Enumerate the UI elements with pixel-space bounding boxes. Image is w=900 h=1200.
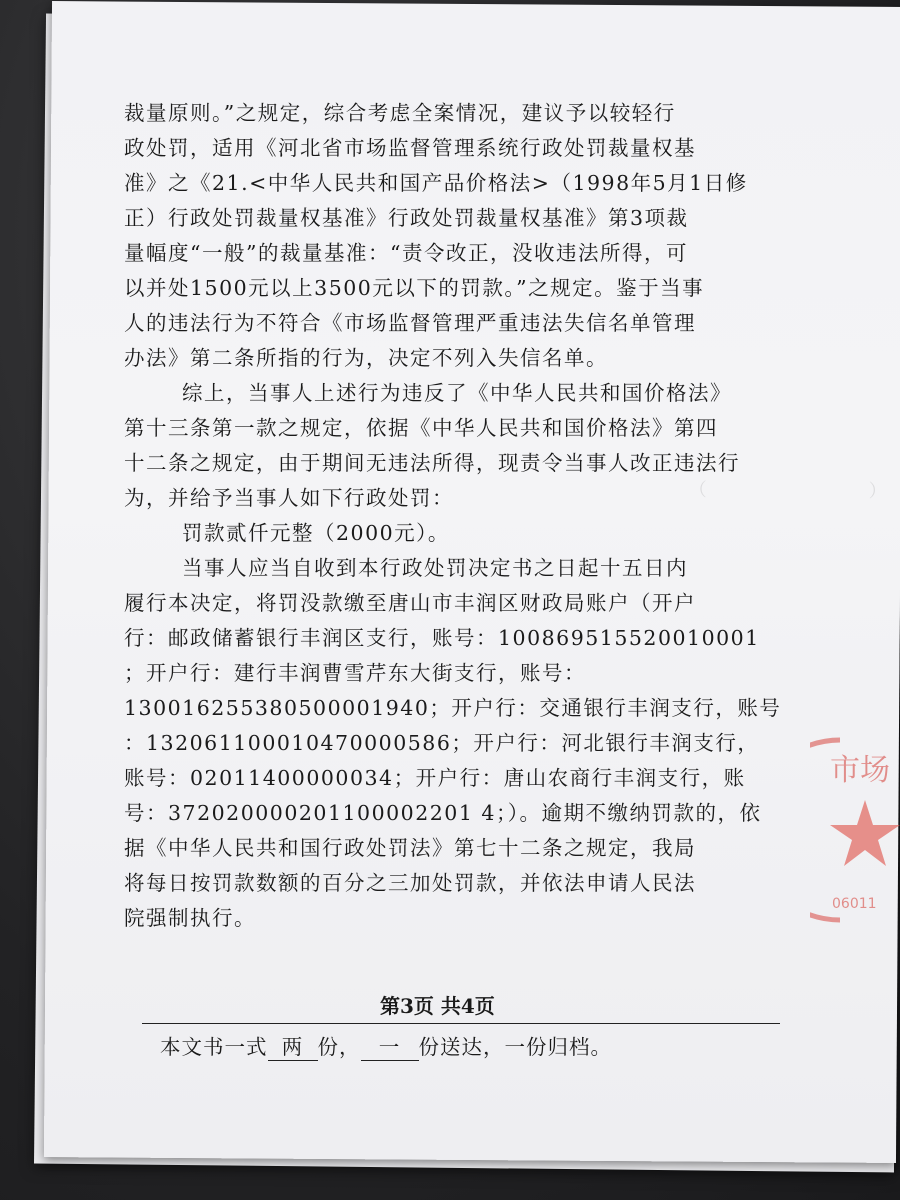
official-seal-fragment bbox=[810, 730, 900, 930]
seal-star-icon bbox=[830, 800, 900, 866]
body-line: 130016255380500001940；开户行：交通银行丰润支行，账号 bbox=[124, 696, 782, 720]
penalty-amount-line: 罚款贰仟元整（2000元）。 bbox=[182, 521, 450, 545]
body-line: 正）行政处罚裁量权基准》行政处罚裁量权基准》第3项裁 bbox=[124, 206, 689, 230]
bleed-through-text: （ ） bbox=[688, 479, 887, 502]
body-line: 为，并给予当事人如下行政处罚： bbox=[124, 486, 454, 510]
body-line: 行：邮政储蓄银行丰润区支行，账号：100869515520010001 bbox=[124, 626, 760, 650]
body-line: 以并处1500元以上3500元以下的罚款。”之规定。鉴于当事 bbox=[124, 276, 705, 300]
copies-prefix: 本文书一式 bbox=[160, 1035, 268, 1059]
footer-divider bbox=[142, 1023, 780, 1024]
copies-suffix: 份送达，一份归档。 bbox=[418, 1035, 612, 1059]
body-line: 账号：02011400000034；开户行：唐山农商行丰润支行，账 bbox=[124, 766, 746, 790]
body-line: 当事人应当自收到本行政处罚决定书之日起十五日内 bbox=[182, 556, 688, 580]
seal-text-bottom: 06011 bbox=[832, 896, 877, 912]
body-line: 履行本决定，将罚没款缴至唐山市丰润区财政局账户（开户 bbox=[124, 591, 696, 615]
body-line: ：132061100010470000586；开户行：河北银行丰润支行， bbox=[124, 731, 760, 755]
body-line: ；开户行：建行丰润曹雪芹东大街支行，账号： bbox=[124, 661, 586, 685]
copies-statement bbox=[160, 1030, 612, 1061]
body-line: 办法》第二条所指的行为，决定不列入失信名单。 bbox=[124, 346, 608, 370]
body-line: 据《中华人民共和国行政处罚法》第七十二条之规定，我局 bbox=[124, 836, 696, 860]
copies-total-blank: 两 bbox=[268, 1034, 318, 1061]
body-line: 第十三条第一款之规定，依据《中华人民共和国价格法》第四 bbox=[124, 416, 718, 440]
body-line: 院强制执行。 bbox=[124, 906, 256, 930]
body-line: 量幅度“一般”的裁量基准：“责令改正，没收违法所得，可 bbox=[124, 241, 688, 265]
page-number: 第3页 共4页 bbox=[380, 994, 495, 1018]
body-line: 将每日按罚款数额的百分之三加处罚款，并依法申请人民法 bbox=[124, 871, 696, 895]
seal-text-top: 市场 bbox=[830, 753, 890, 788]
body-line: 裁量原则。”之规定，综合考虑全案情况，建议予以较轻行 bbox=[124, 101, 676, 125]
document-body bbox=[124, 96, 782, 936]
body-line: 政处罚，适用《河北省市场监督管理系统行政处罚裁量权基 bbox=[124, 136, 696, 160]
copies-served-blank: 一 bbox=[361, 1034, 419, 1061]
body-line: 人的违法行为不符合《市场监督管理严重违法失信名单管理 bbox=[124, 311, 696, 335]
body-line: 综上，当事人上述行为违反了《中华人民共和国价格法》 bbox=[182, 381, 732, 405]
body-line: 十二条之规定，由于期间无违法所得，现责令当事人改正违法行 bbox=[124, 451, 740, 475]
body-line: 号：372020000201100002201 4；）。逾期不缴纳罚款的，依 bbox=[124, 801, 762, 825]
body-line: 准》之《21.<中华人民共和国产品价格法>（1998年5月1日修 bbox=[124, 171, 748, 195]
copies-mid: 份， bbox=[317, 1035, 361, 1059]
